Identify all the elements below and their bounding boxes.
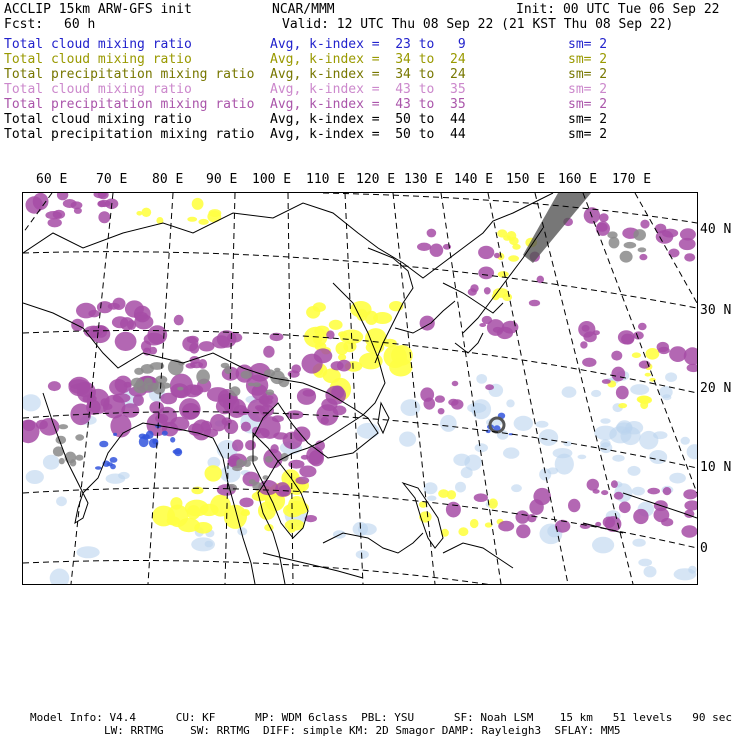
field-cell xyxy=(59,458,65,464)
field-cell xyxy=(478,267,494,280)
field-cell xyxy=(597,223,608,232)
coastline xyxy=(263,553,363,578)
field-cell xyxy=(115,376,132,393)
field-cell xyxy=(640,220,649,229)
field-cell xyxy=(56,496,67,506)
field-cell xyxy=(234,405,247,415)
field-k-index: Avg, k-index = 43 to 35 xyxy=(270,97,466,112)
field-cell xyxy=(76,303,96,319)
field-cell xyxy=(516,510,530,523)
field-cell xyxy=(453,454,470,466)
field-cell xyxy=(331,361,344,370)
field-cell xyxy=(242,509,250,515)
physics-info-line: LW: RRTMG SW: RRTMG DIFF: simple KM: 2D Smagor DAMP: Rayleigh3 SFLAY: MM5 xyxy=(104,724,621,737)
field-cell xyxy=(632,352,641,358)
longitude-label: 80 E xyxy=(152,172,184,187)
field-cell xyxy=(141,208,151,217)
field-cell xyxy=(295,477,309,485)
field-cell xyxy=(654,508,670,523)
field-cell xyxy=(417,243,431,251)
field-cell xyxy=(493,327,503,333)
field-cell xyxy=(144,333,165,346)
field-cell xyxy=(435,395,445,402)
field-smoothing: sm= 2 xyxy=(568,67,608,82)
field-cell xyxy=(187,505,201,519)
field-cell xyxy=(440,415,457,432)
field-cell xyxy=(286,501,309,515)
field-cell xyxy=(461,467,473,478)
field-cell xyxy=(200,504,219,516)
field-cell xyxy=(97,301,113,313)
field-cell xyxy=(494,253,500,258)
field-cell xyxy=(506,399,514,407)
field-cell xyxy=(265,456,273,463)
field-cell xyxy=(592,537,614,554)
field-cell xyxy=(48,381,61,391)
field-cell xyxy=(314,348,333,363)
field-cell xyxy=(482,316,492,324)
coastline xyxy=(323,533,423,553)
field-cell xyxy=(58,424,68,429)
valid-time: Valid: 12 UTC Thu 08 Sep 22 (21 KST Thu 08 Sep 22) xyxy=(282,17,674,32)
field-cell xyxy=(323,368,341,383)
field-cell xyxy=(647,488,660,495)
field-cell xyxy=(687,444,697,459)
field-cell xyxy=(239,498,253,508)
field-cell xyxy=(196,369,210,384)
field-cell xyxy=(95,466,102,469)
field-cell xyxy=(624,242,637,249)
field-cell xyxy=(23,394,41,411)
field-cell xyxy=(498,521,514,532)
field-cell xyxy=(484,287,491,294)
field-cell xyxy=(99,441,108,448)
field-cell xyxy=(155,414,168,423)
field-cell xyxy=(657,342,669,352)
field-smoothing: sm= 2 xyxy=(568,52,608,67)
field-name: Total cloud mixing ratio xyxy=(4,52,192,67)
model-title: ACCLIP 15km ARW-GFS init xyxy=(4,2,192,17)
field-cell xyxy=(103,395,125,419)
field-cell xyxy=(75,434,84,440)
field-k-index: Avg, k-index = 50 to 44 xyxy=(270,112,466,127)
field-cell xyxy=(645,373,651,377)
field-cell xyxy=(77,382,91,391)
field-cell xyxy=(611,367,625,382)
field-smoothing: sm= 2 xyxy=(568,127,608,142)
field-cell xyxy=(609,237,620,249)
field-k-index: Avg, k-index = 43 to 35 xyxy=(270,82,466,97)
field-cell xyxy=(205,541,213,548)
field-cell xyxy=(192,419,211,440)
field-cell xyxy=(110,457,118,463)
field-cell xyxy=(43,455,60,470)
field-cell xyxy=(562,386,577,397)
field-cell xyxy=(316,404,338,425)
field-cell xyxy=(619,502,631,514)
latitude-label: 30 N xyxy=(700,303,732,318)
init-time: Init: 00 UTC Tue 06 Sep 22 xyxy=(516,2,720,17)
field-cell xyxy=(476,374,487,384)
field-cell xyxy=(438,408,445,414)
field-cell xyxy=(529,300,540,307)
field-cell xyxy=(578,455,587,460)
coastline xyxy=(443,543,513,568)
field-cell xyxy=(632,539,645,547)
field-cell xyxy=(98,211,110,223)
field-cell xyxy=(599,213,609,222)
field-cell xyxy=(529,499,543,515)
field-cell xyxy=(669,473,686,484)
field-cell xyxy=(452,381,459,386)
field-cell xyxy=(401,399,421,416)
field-cell xyxy=(145,382,159,392)
field-cell xyxy=(668,249,679,258)
coastline xyxy=(75,493,88,523)
field-cell xyxy=(646,348,660,360)
forecast-hour: 60 h xyxy=(64,17,96,32)
field-cell xyxy=(329,320,343,330)
field-cell xyxy=(205,465,222,481)
field-cell xyxy=(291,364,301,373)
field-cell xyxy=(57,193,68,200)
field-cell xyxy=(170,437,175,443)
field-cell xyxy=(336,342,349,355)
field-cell xyxy=(26,196,43,213)
field-cell xyxy=(620,251,633,263)
field-cell xyxy=(241,371,252,379)
field-cell xyxy=(232,466,242,472)
field-cell xyxy=(177,387,183,391)
field-cell xyxy=(633,509,648,524)
field-cell xyxy=(76,455,84,461)
field-cell xyxy=(493,288,509,298)
field-cell xyxy=(637,396,651,404)
field-cell xyxy=(511,484,522,492)
field-cell xyxy=(687,364,697,372)
field-cell xyxy=(582,358,596,367)
forecast-label: Fcst: xyxy=(4,17,44,32)
longitude-label: 90 E xyxy=(206,172,238,187)
field-cell xyxy=(36,420,48,430)
field-cell xyxy=(498,271,509,277)
field-smoothing: sm= 2 xyxy=(568,82,608,97)
field-cell xyxy=(249,479,256,484)
field-cell xyxy=(474,493,488,502)
longitude-label: 170 E xyxy=(612,172,652,187)
field-cell xyxy=(539,429,558,446)
field-cell xyxy=(182,403,200,419)
longitude-label: 60 E xyxy=(36,172,68,187)
field-cell xyxy=(669,346,686,362)
field-cell xyxy=(628,466,641,476)
field-cell xyxy=(471,399,491,419)
coastline xyxy=(455,333,483,353)
field-cell xyxy=(516,524,530,538)
field-cell xyxy=(187,217,197,222)
field-cell xyxy=(649,450,667,464)
field-cell xyxy=(591,390,601,397)
field-cell xyxy=(313,302,326,312)
field-cell xyxy=(142,434,149,440)
field-cell xyxy=(134,368,144,375)
field-cell xyxy=(616,386,629,400)
latitude-label: 10 N xyxy=(700,460,732,475)
field-cell xyxy=(638,247,647,252)
field-cell xyxy=(475,443,488,452)
field-cell xyxy=(503,235,511,241)
field-cell xyxy=(611,351,622,361)
field-cell xyxy=(638,559,652,567)
parallel-line xyxy=(323,193,697,223)
field-cell xyxy=(602,379,611,384)
field-cell xyxy=(106,474,126,484)
field-k-index: Avg, k-index = 34 to 24 xyxy=(270,52,466,67)
field-cell xyxy=(587,479,599,491)
field-name: Total cloud mixing ratio xyxy=(4,82,192,97)
field-cell xyxy=(508,255,519,261)
longitude-label: 110 E xyxy=(306,172,346,187)
field-cell xyxy=(684,253,695,261)
field-cell xyxy=(580,341,587,348)
field-cell xyxy=(612,455,624,462)
field-k-index: Avg, k-index = 23 to 9 xyxy=(270,37,466,52)
parallel-line xyxy=(23,252,697,308)
field-cell xyxy=(468,288,477,296)
field-cell xyxy=(248,383,254,387)
field-cell xyxy=(270,444,278,453)
field-cell xyxy=(365,328,387,349)
field-cell xyxy=(101,398,109,407)
field-cell xyxy=(659,386,673,398)
longitude-label: 120 E xyxy=(356,172,396,187)
field-cell xyxy=(601,490,608,495)
field-cell xyxy=(53,210,65,219)
field-cell xyxy=(625,421,643,434)
map-canvas xyxy=(23,193,697,584)
field-name: Total cloud mixing ratio xyxy=(4,37,192,52)
field-cell xyxy=(555,454,574,475)
longitude-label: 150 E xyxy=(506,172,546,187)
field-cell xyxy=(26,470,44,484)
field-cell xyxy=(470,519,479,528)
parallel-line xyxy=(23,561,697,585)
field-cell xyxy=(247,455,258,461)
field-cell xyxy=(614,492,624,500)
field-cell xyxy=(286,410,303,419)
field-cell xyxy=(662,229,678,238)
longitude-label: 70 E xyxy=(96,172,128,187)
field-cell xyxy=(263,346,274,358)
field-cell xyxy=(427,496,436,501)
field-cell xyxy=(427,229,437,238)
field-cell xyxy=(174,315,184,326)
field-cell xyxy=(488,498,498,508)
field-cell xyxy=(161,383,171,389)
field-cell xyxy=(107,462,113,466)
field-cell xyxy=(478,246,494,259)
field-cell xyxy=(514,416,533,431)
field-cell xyxy=(272,415,284,422)
field-cell xyxy=(230,386,241,396)
field-cell xyxy=(288,460,304,469)
field-cell xyxy=(182,336,198,351)
field-name: Total precipitation mixing ratio xyxy=(4,97,255,112)
field-cell xyxy=(365,311,378,325)
field-cell xyxy=(192,198,204,210)
latitude-label: 40 N xyxy=(700,222,732,237)
field-cell xyxy=(632,487,645,496)
field-cell xyxy=(222,417,232,425)
field-cell xyxy=(639,431,658,450)
field-name: Total cloud mixing ratio xyxy=(4,112,192,127)
field-cell xyxy=(115,332,137,351)
field-cell xyxy=(77,546,100,558)
field-cell xyxy=(71,201,83,209)
field-cell xyxy=(303,390,316,397)
field-cell xyxy=(356,550,369,559)
field-name: Total precipitation mixing ratio xyxy=(4,67,255,82)
longitude-label: 130 E xyxy=(404,172,444,187)
field-cell xyxy=(167,516,181,525)
field-cell xyxy=(633,229,646,241)
field-cell xyxy=(48,218,62,227)
field-cell xyxy=(536,421,549,428)
field-cell xyxy=(162,431,168,436)
field-cell xyxy=(266,389,275,395)
field-cell xyxy=(430,244,444,257)
field-cell xyxy=(113,298,126,310)
field-cell xyxy=(679,238,696,250)
organization-label: NCAR/MMM xyxy=(272,2,335,17)
field-cell xyxy=(424,398,436,410)
field-cell xyxy=(186,363,196,369)
field-cell xyxy=(684,500,697,510)
field-k-index: Avg, k-index = 50 to 44 xyxy=(270,127,466,142)
field-name: Total precipitation mixing ratio xyxy=(4,127,255,142)
field-smoothing: sm= 2 xyxy=(568,97,608,112)
field-cell xyxy=(113,433,117,436)
field-cell xyxy=(681,525,697,537)
field-cell xyxy=(207,211,221,223)
model-info-line: Model Info: V4.4 CU: KF MP: WDM 6class PBL: YSU SF: Noah LSM 15 km 51 levels 90 sec xyxy=(30,711,732,724)
field-cell xyxy=(583,331,596,342)
field-cell xyxy=(438,489,449,498)
field-cell xyxy=(389,358,412,377)
field-cell xyxy=(283,432,303,450)
field-cell xyxy=(568,499,580,513)
field-cell xyxy=(455,482,466,493)
field-cell xyxy=(593,489,600,494)
field-cell xyxy=(256,406,265,411)
field-cell xyxy=(600,418,610,424)
field-cell xyxy=(611,480,618,488)
field-cell xyxy=(665,372,677,382)
field-cell xyxy=(663,487,672,495)
field-cell xyxy=(618,403,627,408)
field-cell xyxy=(198,219,208,225)
longitude-label: 140 E xyxy=(454,172,494,187)
field-k-index: Avg, k-index = 34 to 24 xyxy=(270,67,466,82)
longitude-label: 160 E xyxy=(558,172,598,187)
field-cell xyxy=(485,384,494,390)
longitude-label: 100 E xyxy=(252,172,292,187)
field-cell xyxy=(639,254,647,260)
field-cell xyxy=(458,527,468,536)
field-cell xyxy=(50,569,70,585)
field-cell xyxy=(174,448,182,456)
field-cell xyxy=(23,420,35,431)
field-smoothing: sm= 2 xyxy=(568,37,608,52)
coastline xyxy=(378,403,389,433)
field-cell xyxy=(131,378,144,388)
field-cell xyxy=(306,446,323,465)
field-smoothing: sm= 2 xyxy=(568,112,608,127)
field-cell xyxy=(241,422,251,432)
field-cell xyxy=(503,447,519,458)
field-cell xyxy=(683,489,697,499)
field-cell xyxy=(232,440,243,452)
field-cell xyxy=(399,432,416,447)
field-cell xyxy=(97,201,106,208)
field-cell xyxy=(245,440,256,450)
field-cell xyxy=(630,384,649,395)
field-cell xyxy=(486,430,491,434)
field-cell xyxy=(600,442,613,453)
field-cell xyxy=(199,341,215,351)
field-cell xyxy=(451,399,463,409)
field-cell xyxy=(638,323,647,331)
field-cell xyxy=(681,437,690,445)
latitude-label: 0 xyxy=(700,541,708,556)
field-cell xyxy=(688,566,696,574)
field-cell xyxy=(134,312,148,321)
latitude-label: 20 N xyxy=(700,381,732,396)
field-cell xyxy=(644,566,657,577)
forecast-map xyxy=(22,192,698,585)
field-cell xyxy=(112,316,128,328)
field-cell xyxy=(443,244,451,250)
field-cell xyxy=(621,334,634,345)
